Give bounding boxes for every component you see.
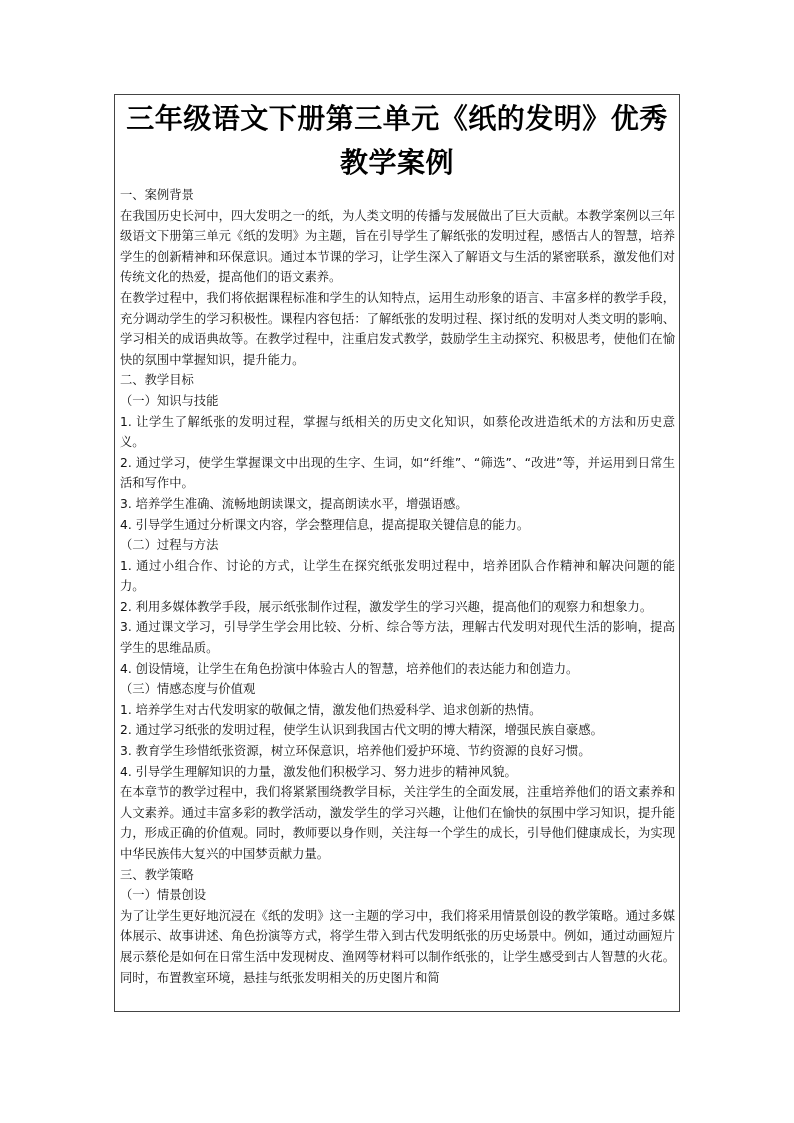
document-body [115, 185, 679, 988]
paragraph: 1. 通过小组合作、讨论的方式，让学生在探究纸张发明过程中，培养团队合作精神和解决问题的能力。 [120, 558, 675, 594]
document-frame [114, 94, 680, 1012]
paragraph: 4. 引导学生通过分析课文内容，学会整理信息，提高提取关键信息的能力。 [120, 517, 530, 532]
paragraph: 三、教学策略 [120, 867, 194, 882]
paragraph: 4. 引导学生理解知识的力量，激发他们积极学习、努力进步的精神风貌。 [120, 764, 517, 779]
paragraph: 1. 让学生了解纸张的发明过程，掌握与纸相关的历史文化知识，如蔡伦改进造纸术的方法和历史意义。 [120, 414, 675, 450]
paragraph: 3. 教育学生珍惜纸张资源，树立环保意识，培养他们爱护环境、节约资源的良好习惯。 [120, 744, 591, 759]
paragraph: 在我国历史长河中，四大发明之一的纸，为人类文明的传播与发展做出了巨大贡献。本教学案例以三年级语文下册第三单元《纸的发明》为主题，旨在引导学生了解纸张的发明过程，感悟古人的智慧，培养学生的创新精神和环保意识。通过本节课的学习，让学生深入了解语文与生活的紧密联系，激发他们对传统文化的热爱，提高他们的语文素养。 [120, 208, 675, 285]
paragraph: （三）情感态度与价值观 [120, 682, 256, 697]
paragraph: 二、教学目标 [120, 373, 194, 388]
document-title: 三年级语文下册第三单元《纸的发明》优秀教学案例 [126, 102, 668, 179]
paragraph: 1. 培养学生对古代发明家的敬佩之情，激发他们热爱科学、追求创新的热情。 [120, 702, 542, 717]
paragraph: 3. 通过课文学习，引导学生学会用比较、分析、综合等方法，理解古代发明对现代生活的影响，提高学生的思维品质。 [120, 620, 675, 656]
paragraph: 在教学过程中，我们将依据课程标准和学生的认知特点，运用生动形象的语言、丰富多样的教学手段，充分调动学生的学习积极性。课程内容包括：了解纸张的发明过程、探讨纸的发明对人类文明的影响、学习相关的成语典故等。在教学过程中，注重启发式教学，鼓励学生主动探究、积极思考，使他们在愉快的氛围中掌握知识，提升能力。 [120, 290, 675, 367]
paragraph: 2. 通过学习纸张的发明过程，使学生认识到我国古代文明的博大精深，增强民族自豪感。 [120, 723, 603, 738]
paragraph: 2. 通过学习，使学生掌握课文中出现的生字、生词，如“纤维”、“筛选”、“改进”等，并运用到日常生活和写作中。 [120, 455, 675, 491]
paragraph: 2. 利用多媒体教学手段，展示纸张制作过程，激发学生的学习兴趣，提高他们的观察力和想象力。 [120, 599, 653, 614]
paragraph: 在本章节的教学过程中，我们将紧紧围绕教学目标，关注学生的全面发展，注重培养他们的语文素养和人文素养。通过丰富多彩的教学活动，激发学生的学习兴趣，让他们在愉快的氛围中学习知识，提升能力，形成正确的价值观。同时，教师要以身作则，关注每一个学生的成长，引导他们健康成长，为实现中华民族伟大复兴的中国梦贡献力量。 [120, 785, 675, 861]
paragraph: 3. 培养学生准确、流畅地朗读课文，提高朗读水平，增强语感。 [120, 496, 468, 511]
paragraph: （一）知识与技能 [120, 393, 219, 408]
paragraph: （二）过程与方法 [120, 538, 219, 553]
paragraph: 一、案例背景 [120, 188, 194, 202]
paragraph: 4. 创设情境，让学生在角色扮演中体验古人的智慧，培养他们的表达能力和创造力。 [120, 661, 579, 676]
paragraph: 为了让学生更好地沉浸在《纸的发明》这一主题的学习中，我们将采用情景创设的教学策略。通过多媒体展示、故事讲述、角色扮演等方式，将学生带入到古代发明纸张的历史场景中。例如，通过动画短片展示蔡伦是如何在日常生活中发现树皮、渔网等材料可以制作纸张的，让学生感受到古人智慧的火花。同时，布置教室环境，悬挂与纸张发明相关的历史图片和简 [120, 908, 675, 985]
paragraph: （一）情景创设 [120, 888, 207, 903]
